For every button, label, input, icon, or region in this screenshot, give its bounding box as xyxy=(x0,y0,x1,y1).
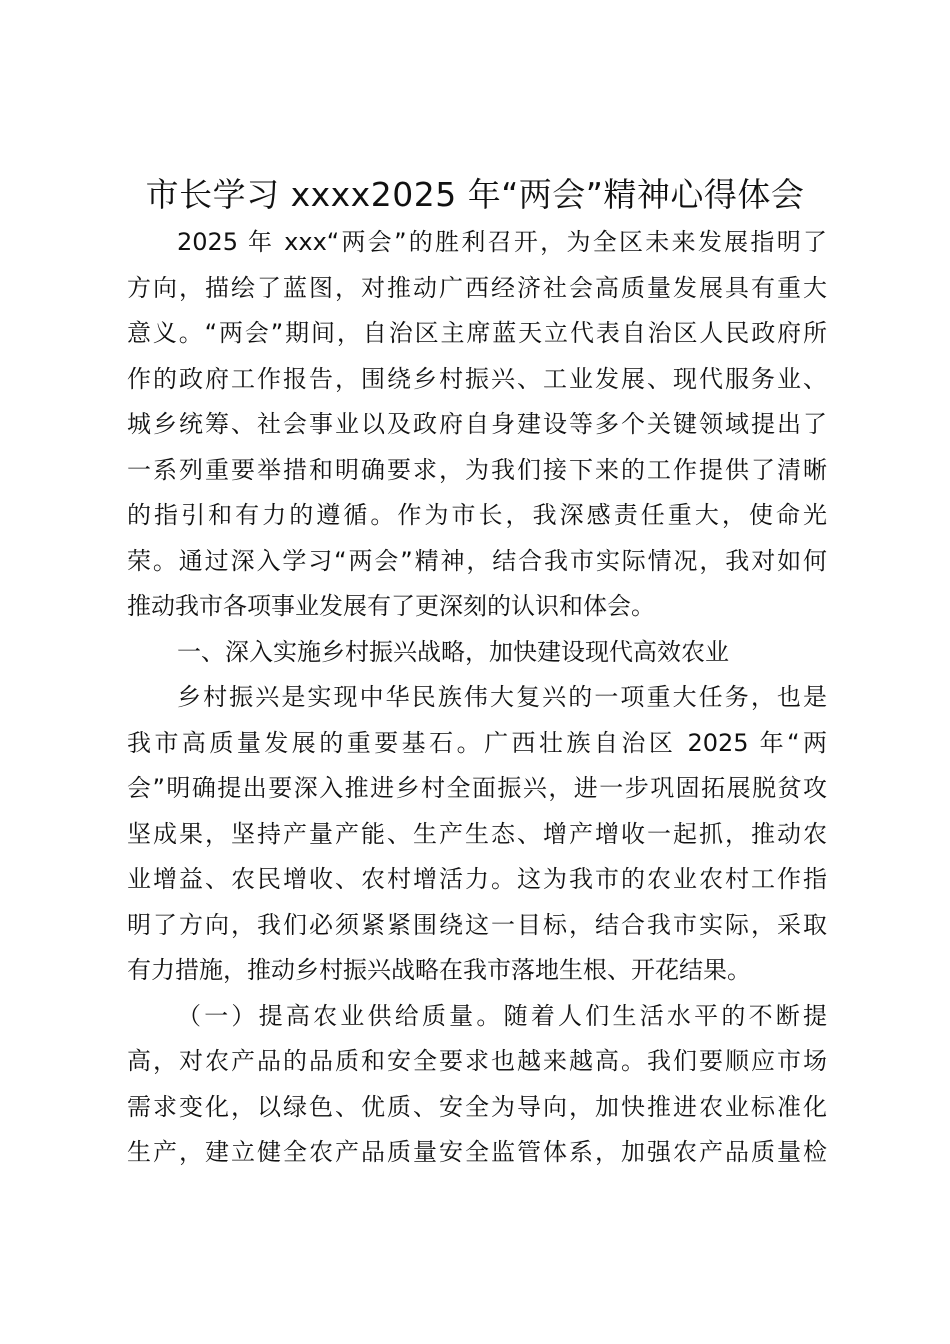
text-line: 高，对农产品的品质和安全要求也越来越高。我们要顺应市场 xyxy=(127,1047,827,1075)
document-title: 市长学习 xxxx2025 年“两会”精神心得体会 xyxy=(145,175,805,214)
text-line: 有力措施，推动乡村振兴战略在我市落地生根、开花结果。 xyxy=(127,956,751,984)
text-line: 荣。通过深入学习“两会”精神，结合我市实际情况，我对如何 xyxy=(127,546,827,575)
text-line: 明了方向，我们必须紧紧围绕这一目标，结合我市实际，采取 xyxy=(127,910,827,939)
text-line: 推动我市各项事业发展有了更深刻的认识和体会。 xyxy=(127,592,655,620)
text-line: 2025 年 xxx“两会”的胜利召开，为全区未来发展指明了 xyxy=(177,228,827,256)
text-line: 作的政府工作报告，围绕乡村振兴、工业发展、现代服务业、 xyxy=(127,364,827,393)
text-line: 需求变化，以绿色、优质、安全为导向，加快推进农业标准化 xyxy=(127,1092,827,1121)
text-line: 一系列重要举措和明确要求，为我们接下来的工作提供了清晰 xyxy=(127,455,827,484)
text-line: 生产，建立健全农产品质量安全监管体系，加强农产品质量检 xyxy=(127,1138,827,1166)
text-line: 业增益、农民增收、农村增活力。这为我市的农业农村工作指 xyxy=(127,865,827,893)
text-line: 乡村振兴是实现中华民族伟大复兴的一项重大任务，也是 xyxy=(177,683,827,711)
text-line: 我市高质量发展的重要基石。广西壮族自治区 2025 年“两 xyxy=(127,728,827,757)
text-line: 坚成果，坚持产量产能、生产生态、增产增收一起抓，推动农 xyxy=(127,819,827,848)
text-line: 的指引和有力的遵循。作为市长，我深感责任重大，使命光 xyxy=(127,501,827,529)
text-line: 方向，描绘了蓝图，对推动广西经济社会高质量发展具有重大 xyxy=(127,273,827,302)
document-body xyxy=(127,220,827,1176)
text-line: 一、深入实施乡村振兴战略，加快建设现代高效农业 xyxy=(177,637,729,666)
text-line: （一）提高农业供给质量。随着人们生活水平的不断提 xyxy=(177,1001,827,1030)
text-line: 意义。“两会”期间，自治区主席蓝天立代表自治区人民政府所 xyxy=(127,319,827,347)
text-line: 城乡统筹、社会事业以及政府自身建设等多个关键领域提出了 xyxy=(127,410,827,438)
text-line: 会”明确提出要深入推进乡村全面振兴，进一步巩固拓展脱贫攻 xyxy=(127,774,827,802)
